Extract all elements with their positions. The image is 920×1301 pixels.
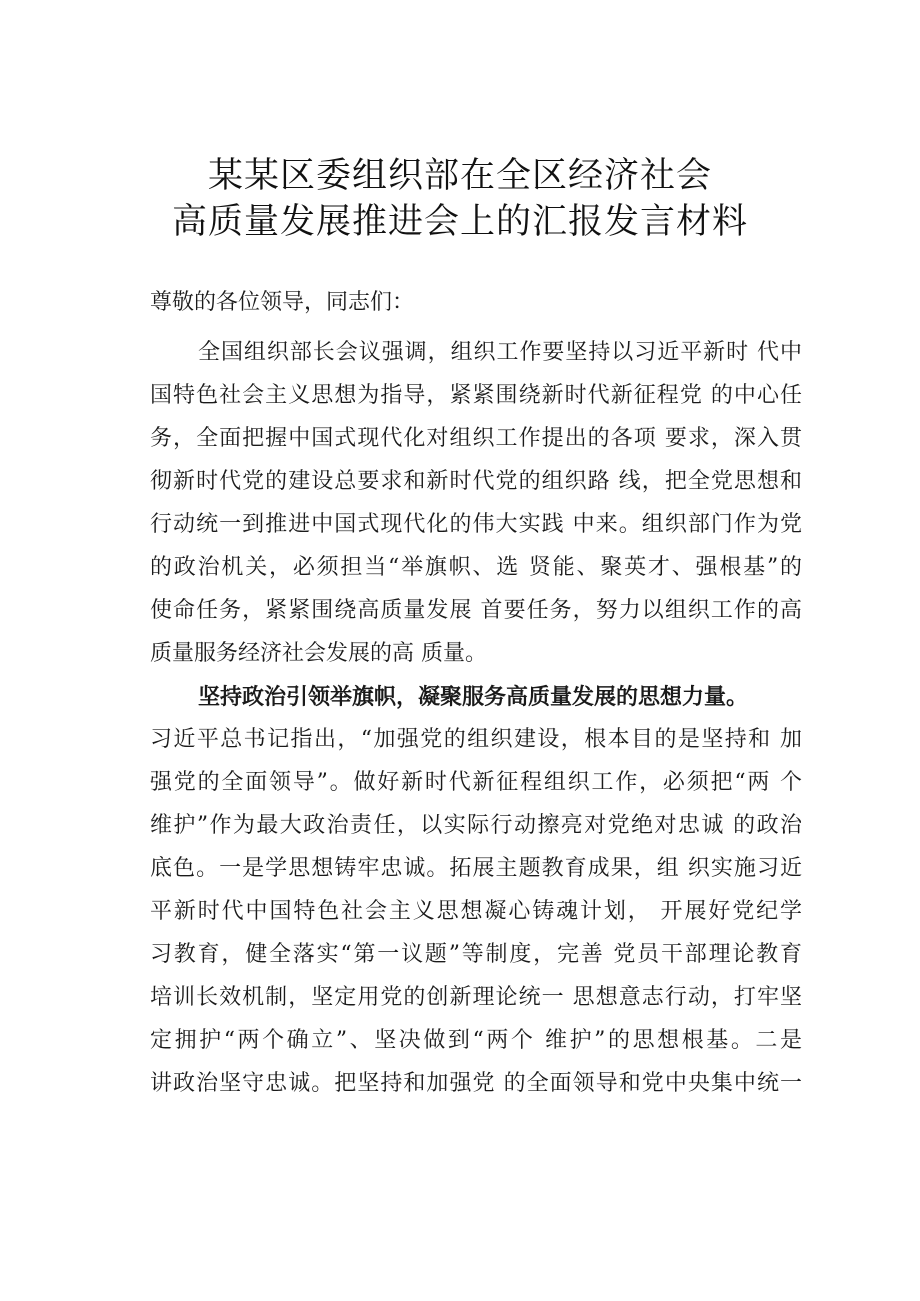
paragraph-2-line: 维护”作为最大政治责任，以实际行动擦亮对党绝对忠诚 的政治 xyxy=(150,813,802,838)
paragraph-2-line: 习近平总书记指出，“加强党的组织建设，根本目的是坚持和 加 xyxy=(150,727,802,752)
paragraph-1-line: 的政治机关，必须担当“举旗帜、选 贤能、聚英才、强根基”的 xyxy=(150,555,802,580)
paragraph-2-line: 底色。一是学思想铸牢忠诚。拓展主题教育成果，组 织实施习近 xyxy=(150,856,802,881)
paragraph-2-line: 强党的全面领导”。做好新时代新征程组织工作，必须把“两 个 xyxy=(150,770,802,795)
paragraph-1-line: 质量服务经济社会发展的高 质量。 xyxy=(150,641,487,666)
paragraph-1-line: 使命任务，紧紧围绕高质量发展 首要任务，努力以组织工作的高 xyxy=(150,598,802,623)
paragraph-2-line: 培训长效机制，坚定用党的创新理论统一 思想意志行动，打牢坚 xyxy=(150,985,802,1010)
document-title-line-2: 高质量发展推进会上的汇报发言材料 xyxy=(171,202,748,242)
section-heading: 坚持政治引领举旗帜，凝聚服务高质量发展的思想力量。 xyxy=(198,684,749,710)
paragraph-1-line: 国特色社会主义思想为指导，紧紧围绕新时代新征程党 的中心任 xyxy=(150,383,802,408)
paragraph-1-line: 全国组织部长会议强调，组织工作要坚持以习近平新时 代中 xyxy=(198,340,802,365)
paragraph-1-line: 彻新时代党的建设总要求和新时代党的组织路 线，把全党思想和 xyxy=(150,469,802,494)
salutation: 尊敬的各位领导，同志们： xyxy=(150,290,415,315)
document-title-line-1: 某某区委组织部在全区经济社会 xyxy=(207,156,712,196)
paragraph-2-line: 讲政治坚守忠诚。把坚持和加强党 的全面领导和党中央集中统一 xyxy=(150,1071,802,1096)
paragraph-1-line: 行动统一到推进中国式现代化的伟大实践 中来。组织部门作为党 xyxy=(150,512,802,537)
paragraph-2-line: 平新时代中国特色社会主义思想凝心铸魂计划， 开展好党纪学 xyxy=(150,899,802,924)
paragraph-2-line: 习教育，健全落实“第一议题”等制度，完善 党员干部理论教育 xyxy=(150,942,802,967)
paragraph-2-line: 定拥护“两个确立”、坚决做到“两个 维护”的思想根基。二是 xyxy=(150,1028,802,1053)
paragraph-1-line: 务，全面把握中国式现代化对组织工作提出的各项 要求，深入贯 xyxy=(150,426,802,451)
